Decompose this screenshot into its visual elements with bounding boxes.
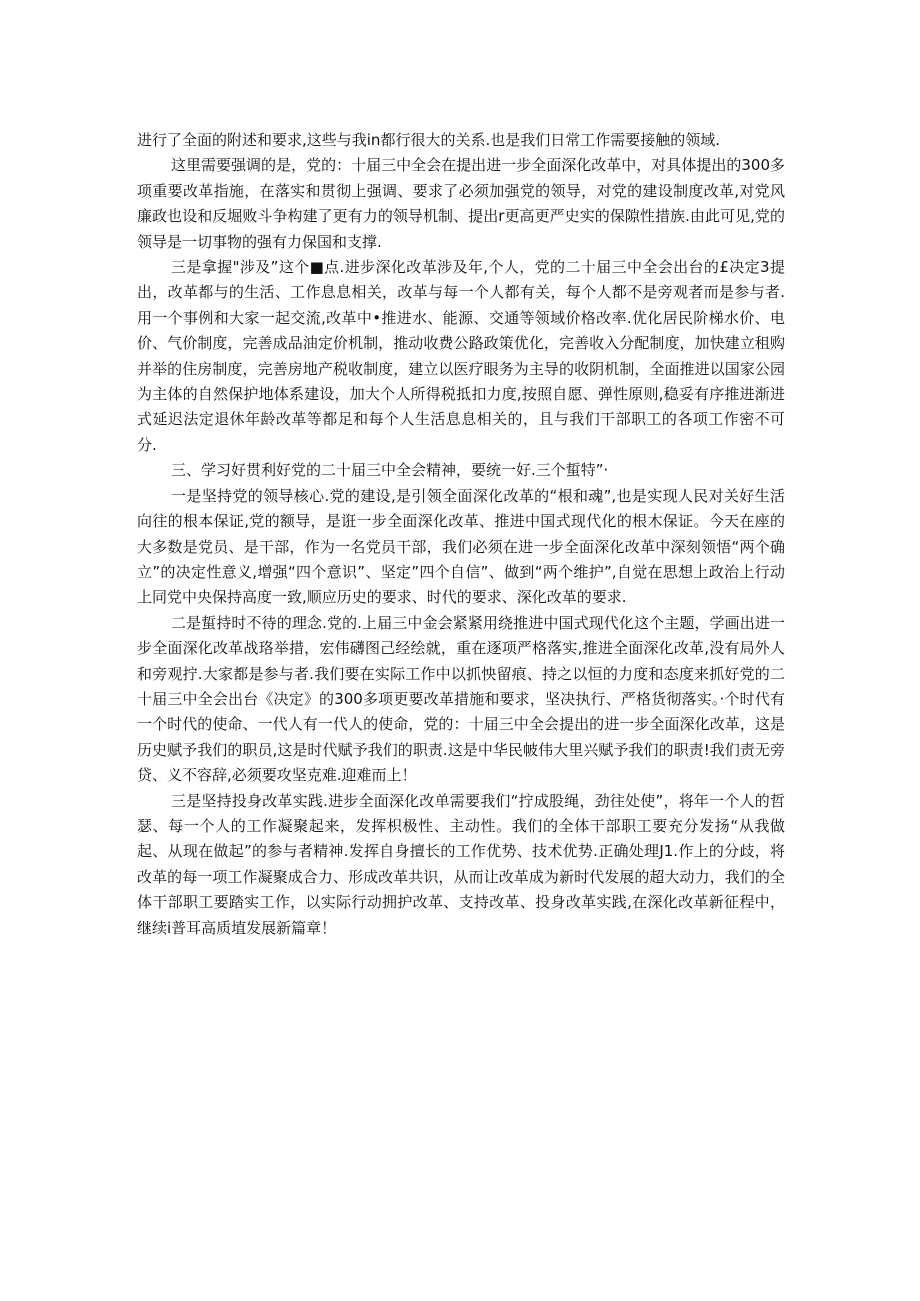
paragraph-2: 这里需要强调的是，党的：十届三中全会在提出进一步全面深化改革中，对具体提出的300多项重要改革指施，在落实和贯彻上强调、要求了必须加强党的领导，对党的建设制度改革,对党风廉政也设和反堀败斗争构建了更有力的领导机制、提出r更高更严史实的保隙性措族.由此可见,党的领导是一切事物的强有力保国和支撑. [137,156,785,251]
paragraph-1: 进行了全面的附述和要求,这些与我in都行很大的关系.也是我们日常工作需要接触的领域. [137,131,720,149]
paragraph-6: 三是坚持投身改革实践.进步全面深化改单需要我们“拧成股绳，劲往处使”，将年一个人的哲瑟、每一个人的工作凝聚起来，发挥枳极性、主动性。我们的全体干部职工要充分发扬“从我做起、从现在做起”的参与者精神.发挥自身擅长的工作优势、技术优势.正确处理J1.作上的分歧，将改革的每一项工作凝聚成合力、形成改革共识，从而让改革成为新时代发展的超大动力，我们的全体干部职工要踏实工作，以实际行动拥护改革、支持改革、投身改革实践,在深化改革新征程中，继续i普耳高质埴发展新篇章！ [137,791,785,937]
paragraph-4: 一是坚持党的领导核心.党的建设,是引领全面深化改革的“根和魂”,也是实现人民对关好生活向往的根本保证,党的额导，是诳一步全面深化改革、推进中国式现代化的根木保证。今天在座的大多数是党员、是干部，作为一名党员干部，我们必须在进一步全面深化改革中深刻领悟“两个确立”的决定性意义,增强“四个意识”、坚定”四个自信”、做到“两个维护”,自觉在思想上政治上行动上同党中央保持高度一致,顺应历史的要求、时代的要求、深化改革的要求. [137,486,785,607]
paragraph-5: 二是蜇持时不待的理念.党的.上届三中金会紧紧用绕推进中国式现代化这个主题，学画出进一步全面深化改革战珞举措，宏伟礴图己经绘就，重在逐项严格落实,推进全面深化改革,没有局外人和旁观拧.大家都是参与者.我们要在实际工作中以抓怏留痕、持之以恒的力度和态度来抓好党的二十届三中全会出台《决定》的300多项更要改革措施和要求，坚决执行、严格货彻落实。·个时代有一个时代的使命、一代人有一代人的使命，党的：十届三中全会提出的进一步全面深化改革，这是历史赋予我们的职员,这是时代赋予我们的职责.这是中华民帔伟大里兴赋予我们的职责!我们责无旁贷、义不容辞,必须要攻坚克难.迎难而上！ [137,613,785,785]
document-body [137,128,785,941]
paragraph-3: 三是拿握"涉及”这个■点.进步深化改革涉及年,个人，党的二十届三中全会出台的£决定3提出，改革都与的生活、工作息息相关，改革与每一个人都有关，每个人都不是旁观者而是参与者.用一个事例和大家一起交流,改革中•推进水、能源、交通等领域价格改率.优化居民阶梯水价、电价、气价制度，完善成品油定价机制，推动收费公路政策优化，完善收入分配制度，加快建立租购并举的住房制度，完善房地产税收制度，建立以医疗眼务为主导的收阴机制，全面推进以国家公园为主体的自然保护地体系建设，加大个人所得税抵扣力度,按照自愿、弹性原则,稳妥有序推进渐进式延迟法定退休年龄改革等都足和每个人生活息息相关的，且与我们干部职工的各项工作密不可分. [137,258,785,454]
section-heading-3: 三、学习好贯利好党的二十届三中全会精神，要统一好.三个蜇特”· [171,461,609,480]
